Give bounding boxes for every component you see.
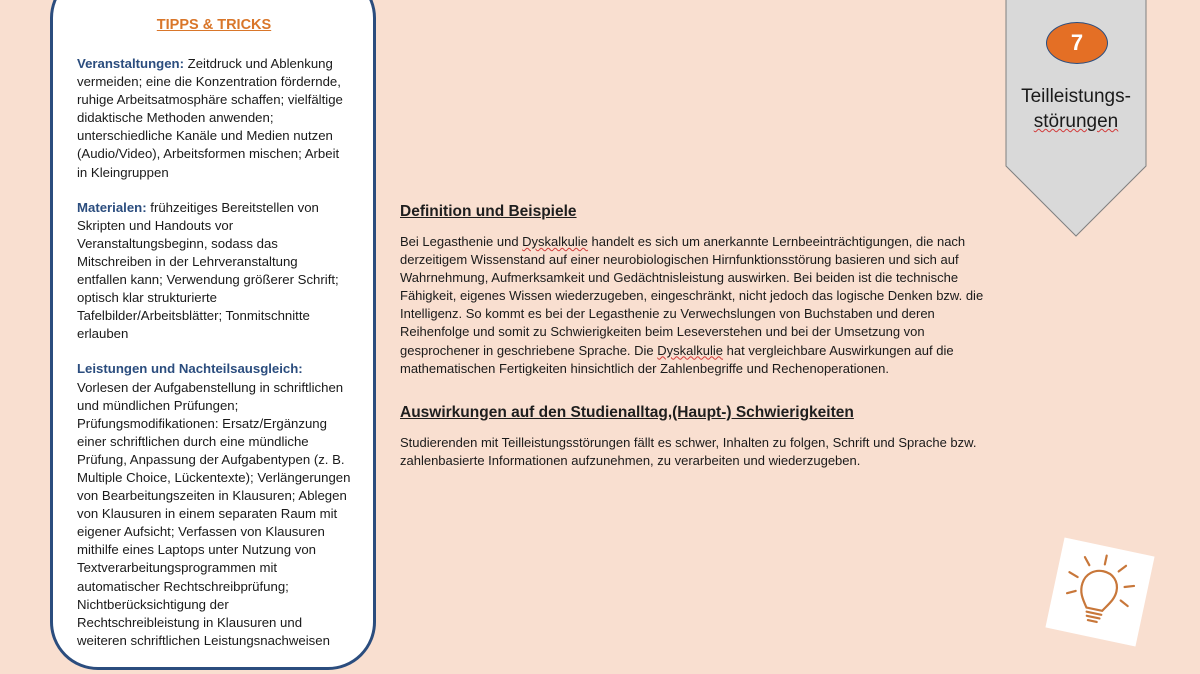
tip-text: Vorlesen der Aufgabenstellung in schriftlichen und mündlichen Prüfungen; Prüfungsmodifikationen: Ersatz/Ergänzung einer schriftlichen durch eine mündliche Prüfung, Anpassung der Aufgabentypen (z. B. Multiple Choice, Lückentexte); Verlängerungen von Bearbeitungszeiten in Klausuren; Ablegen von Klausuren in einem separaten Raum mit eigener Aufsicht; Verfassen von Klausuren mithilfe eines Laptops unter Nutzung von Textverarbeitungsprogrammen mit automatischer Rechtschreibprüfung; Nichtberücksichtigung der Rechtschreibleistung in Klausuren und weiteren schriftlichen Leistungsnachweisen: [77, 379, 351, 648]
tips-panel: [50, 0, 376, 670]
text-run: hat vergleichbare Auswirkungen auf die mathematischen Fertigkeiten hinsichtlich der Zahlenbegriffe und Rechenoperationen.: [400, 342, 954, 376]
tip-text: frühzeitiges Bereitstellen von Skripten und Handouts vor Veranstaltungsbeginn, sodass das Mitschreiben in der Lehrveranstaltung entfallen kann; Verwendung größerer Schrift; optisch klar strukturierte Tafelbilder/Arbeitsblätter; Tonmitschnitte erlauben: [77, 199, 339, 342]
section-body-definition: [400, 233, 1000, 378]
tips-title: TIPPS & TRICKS: [156, 17, 272, 33]
tip-materialen: [77, 199, 351, 344]
section-body-auswirkungen: Studierenden mit Teilleistungsstörungen fällt es schwer, Inhalten zu folgen, Schrift und Sprache bzw. zahlenbasierte Informationen aufzunehmen, zu verarbeiten und wiederzugeben.: [400, 434, 977, 468]
tip-veranstaltungen: [77, 55, 351, 182]
section-auswirkungen: [400, 404, 1000, 470]
term-dyskalkulie: Dyskalkulie: [522, 234, 588, 249]
lightbulb-icon: [1045, 537, 1154, 646]
main-content: [400, 203, 1000, 470]
tip-heading: Leistungen und Nachteilsausgleich:: [77, 361, 303, 377]
chapter-number: 7: [1046, 22, 1108, 64]
tip-text: Zeitdruck und Ablenkung vermeiden; eine die Konzentration fördernde, ruhige Arbeitsatmosphäre schaffen; vielfältige didaktische Methoden anwenden; unterschiedliche Kanäle und Medien nutzen (Audio/Video), Arbeitsformen mischen; Arbeit in Kleingruppen: [77, 56, 343, 180]
tip-heading: Materialen:: [77, 199, 147, 215]
term-dyskalkulie: Dyskalkulie: [657, 342, 724, 358]
tip-heading: Veranstaltungen:: [77, 56, 184, 71]
section-heading-definition: Definition und Beispiele: [400, 203, 577, 220]
chapter-title-line1: Teilleistungs-: [1021, 86, 1131, 107]
chapter-title: [1005, 84, 1147, 134]
section-heading-auswirkungen: Auswirkungen auf den Studienalltag,(Haupt-) Schwierigkeiten: [400, 403, 854, 421]
lightbulb-card: [1045, 537, 1154, 646]
text-run: handelt es sich um anerkannte Lernbeeinträchtigungen, die nach derzeitigem Wissenstand auf einer neurobiologischen Hirnfunktionsstörung basieren und sich auf Wahrnehmung, Aufmerksamkeit und Gedächtnisleistung auswirken. Bei beiden ist die technische Fähigkeit, eigenes Wissen wiederzugeben, eingeschränkt, nicht jedoch das logische Denken bzw. die Intelligenz. So kommt es bei der Legasthenie zu Verwechslungen von Buchstaben und deren Reihenfolge und somit zu Schwierigkeiten beim Leseverstehen und bei der Umsetzung von gesprochener in geschriebene Sprache. Die: [400, 234, 984, 358]
tip-leistungen: [77, 360, 351, 650]
chapter-badge: [1005, 0, 1147, 238]
chapter-title-line2: störungen: [1033, 111, 1119, 132]
text-run: Bei Legasthenie und: [400, 234, 523, 249]
